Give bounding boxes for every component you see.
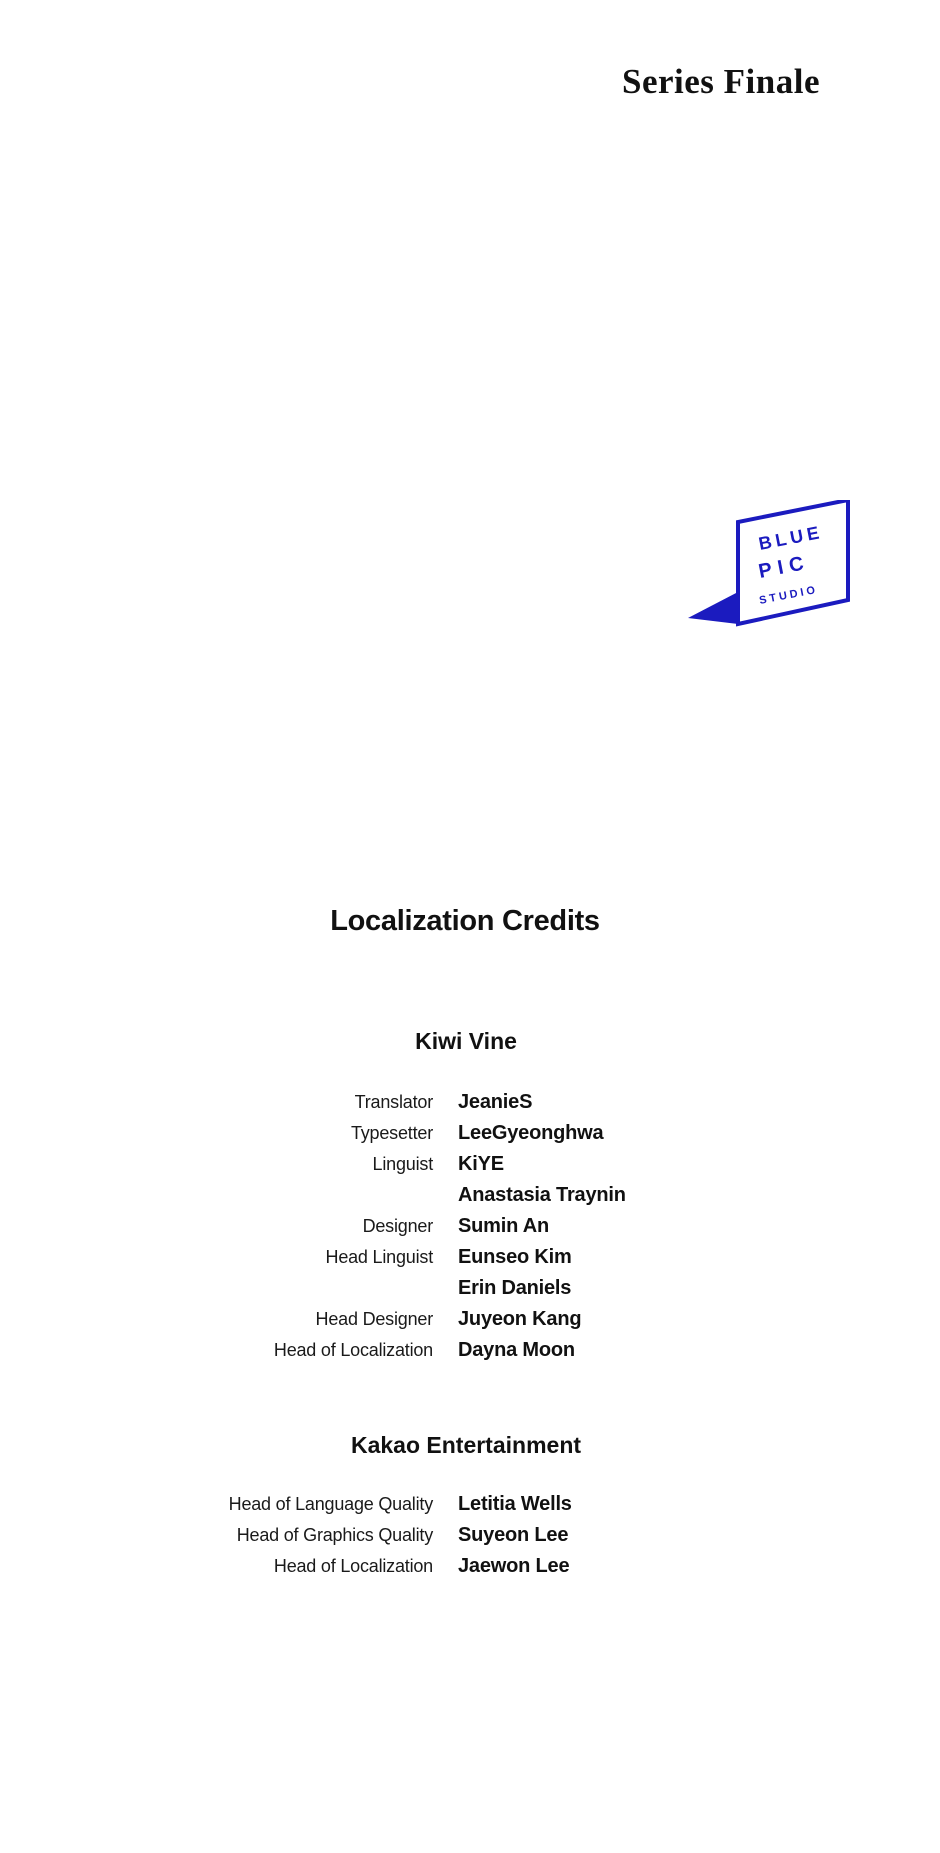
svg-text:PIC: PIC xyxy=(756,551,812,583)
group-title: Kakao Entertainment xyxy=(350,1432,582,1458)
credit-row xyxy=(0,1122,940,1145)
credit-row xyxy=(0,1555,940,1578)
credit-row xyxy=(0,1493,940,1516)
credit-role: Linguist xyxy=(372,1154,433,1174)
credits-group-kiwi-vine xyxy=(0,1028,940,1362)
credit-person: Suyeon Lee xyxy=(458,1524,569,1546)
credit-row xyxy=(0,1184,940,1207)
credit-row xyxy=(0,1277,940,1300)
credits-group-kakao-entertainment xyxy=(0,1432,940,1578)
credit-person: JeanieS xyxy=(458,1091,533,1113)
credits-title: Localization Credits xyxy=(330,905,600,937)
credit-row xyxy=(0,1215,940,1238)
credit-person: Juyeon Kang xyxy=(458,1308,582,1330)
credit-person: KiYE xyxy=(458,1153,504,1175)
credit-role: Typesetter xyxy=(350,1123,433,1143)
credit-role: Head of Localization xyxy=(273,1340,433,1360)
group-spacer xyxy=(0,1370,940,1432)
credit-person: Sumin An xyxy=(458,1215,549,1237)
blue-pic-studio-logo xyxy=(680,500,855,635)
credit-person: Anastasia Traynin xyxy=(458,1184,626,1206)
credit-row xyxy=(0,1246,940,1269)
credit-row xyxy=(0,1091,940,1114)
credit-role: Head Linguist xyxy=(325,1247,433,1267)
credit-person: Eunseo Kim xyxy=(458,1246,572,1268)
credit-row xyxy=(0,1524,940,1547)
credit-person: Dayna Moon xyxy=(458,1339,575,1361)
credit-rows xyxy=(0,1091,940,1362)
credit-rows xyxy=(0,1493,940,1578)
credit-person: Erin Daniels xyxy=(458,1277,572,1299)
svg-text:STUDIO: STUDIO xyxy=(758,583,820,607)
localization-credits xyxy=(0,905,940,1586)
credit-person: Jaewon Lee xyxy=(458,1555,570,1577)
credit-row xyxy=(0,1308,940,1331)
credit-role: Head of Localization xyxy=(273,1556,433,1576)
credit-role: Head of Graphics Quality xyxy=(236,1525,433,1545)
credit-role: Designer xyxy=(362,1216,433,1236)
credit-row xyxy=(0,1153,940,1176)
svg-text:BLUE: BLUE xyxy=(756,521,825,554)
credit-person: LeeGyeonghwa xyxy=(458,1122,604,1144)
group-title: Kiwi Vine xyxy=(415,1028,517,1054)
credit-role: Head Designer xyxy=(315,1309,433,1329)
credit-row xyxy=(0,1339,940,1362)
credit-role: Head of Language Quality xyxy=(228,1494,433,1514)
credit-role: Translator xyxy=(354,1092,433,1112)
credit-person: Letitia Wells xyxy=(458,1493,572,1515)
series-finale-heading: Series Finale xyxy=(622,62,820,101)
